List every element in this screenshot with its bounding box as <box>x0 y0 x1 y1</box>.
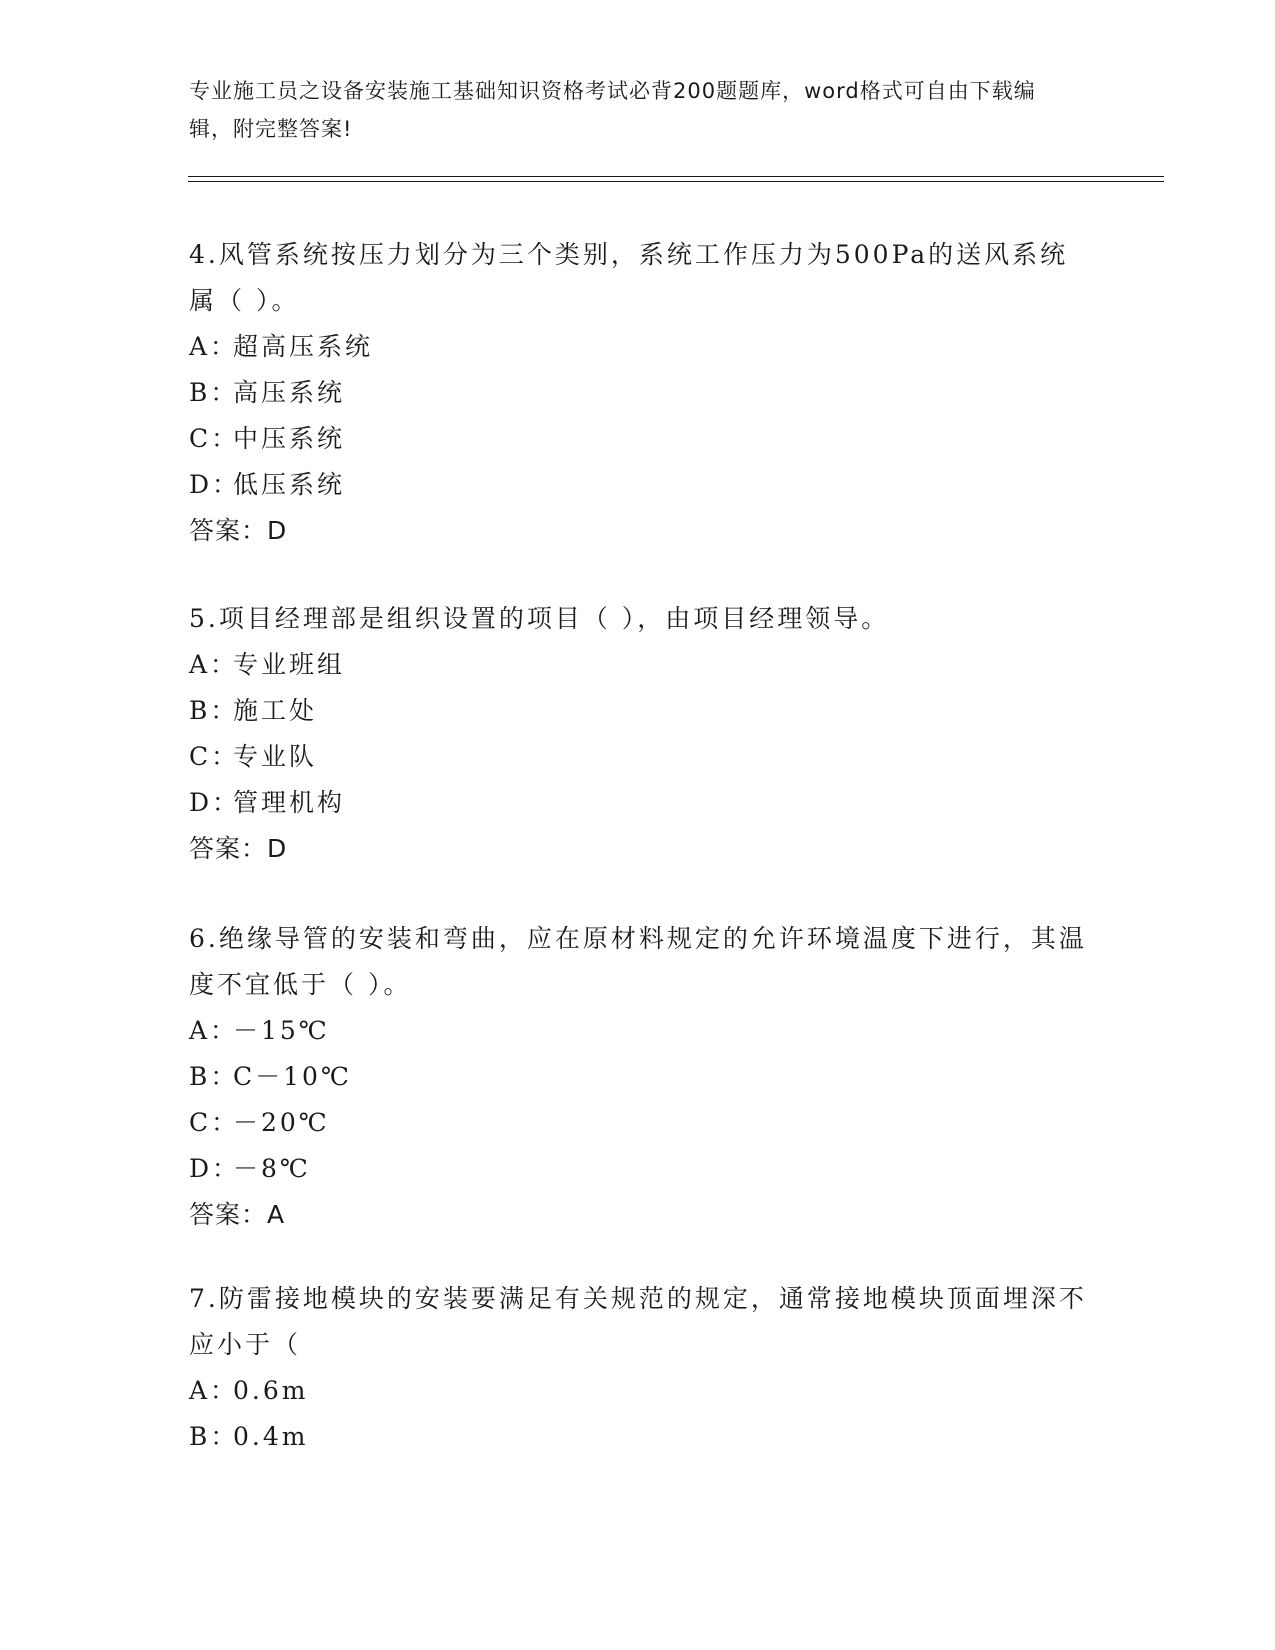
option-a <box>189 324 1089 370</box>
option-d <box>189 780 1089 826</box>
option-letter: B： <box>189 696 239 725</box>
question-stem: 7.防雷接地模块的安装要满足有关规范的规定，通常接地模块顶面埋深不应小于（ <box>189 1284 1087 1359</box>
option-text: 低压系统 <box>233 470 346 499</box>
option-text: 0.6m <box>233 1376 309 1405</box>
option-text: 超高压系统 <box>233 332 374 361</box>
option-letter: B： <box>189 378 239 407</box>
question-5 <box>189 596 1089 872</box>
question-stem: 4.风管系统按压力划分为三个类别，系统工作压力为500Pa的送风系统属（ ）。 <box>189 240 1069 315</box>
option-a <box>189 1008 1089 1054</box>
option-b <box>189 370 1089 416</box>
header-divider-bottom <box>188 181 1164 182</box>
header-divider-top <box>188 176 1164 177</box>
answer-label: 答案：D <box>189 516 288 545</box>
question-7 <box>189 1276 1089 1460</box>
answer-label: 答案：A <box>189 1200 286 1229</box>
option-text: －8℃ <box>233 1154 311 1183</box>
option-b <box>189 688 1089 734</box>
option-letter: C： <box>189 424 240 453</box>
option-letter: A： <box>189 332 239 361</box>
option-d <box>189 1146 1089 1192</box>
option-text: 0.4m <box>233 1422 309 1451</box>
option-text: 中压系统 <box>233 424 346 453</box>
option-a <box>189 642 1089 688</box>
option-letter: B： <box>189 1422 239 1451</box>
option-b <box>189 1054 1089 1100</box>
question-stem: 6.绝缘导管的安装和弯曲，应在原材料规定的允许环境温度下进行，其温度不宜低于（ ）。 <box>189 924 1087 999</box>
option-text: 管理机构 <box>233 788 346 817</box>
option-text: 高压系统 <box>233 378 346 407</box>
option-letter: D： <box>189 788 241 817</box>
option-letter: D： <box>189 1154 241 1183</box>
option-b <box>189 1414 1089 1460</box>
option-letter: B： <box>189 1062 239 1091</box>
option-letter: A： <box>189 650 239 679</box>
question-stem: 5.项目经理部是组织设置的项目（ ），由项目经理领导。 <box>189 604 890 633</box>
option-d <box>189 462 1089 508</box>
document-title: 专业施工员之设备安装施工基础知识资格考试必背200题题库，word格式可自由下载编辑，附完整答案! <box>189 79 1036 141</box>
option-letter: D： <box>189 470 241 499</box>
question-6 <box>189 916 1089 1238</box>
option-text: －15℃ <box>233 1016 330 1045</box>
option-c <box>189 416 1089 462</box>
option-text: 施工处 <box>233 696 318 725</box>
option-text: 专业队 <box>233 742 318 771</box>
option-text: 专业班组 <box>233 650 346 679</box>
option-letter: C： <box>189 742 240 771</box>
option-text: C－10℃ <box>233 1062 352 1091</box>
option-letter: A： <box>189 1016 239 1045</box>
option-text: －20℃ <box>233 1108 330 1137</box>
question-4 <box>189 232 1089 554</box>
answer-label: 答案：D <box>189 834 288 863</box>
option-a <box>189 1368 1089 1414</box>
option-letter: C： <box>189 1108 240 1137</box>
option-c <box>189 734 1089 780</box>
option-c <box>189 1100 1089 1146</box>
option-letter: A： <box>189 1376 239 1405</box>
